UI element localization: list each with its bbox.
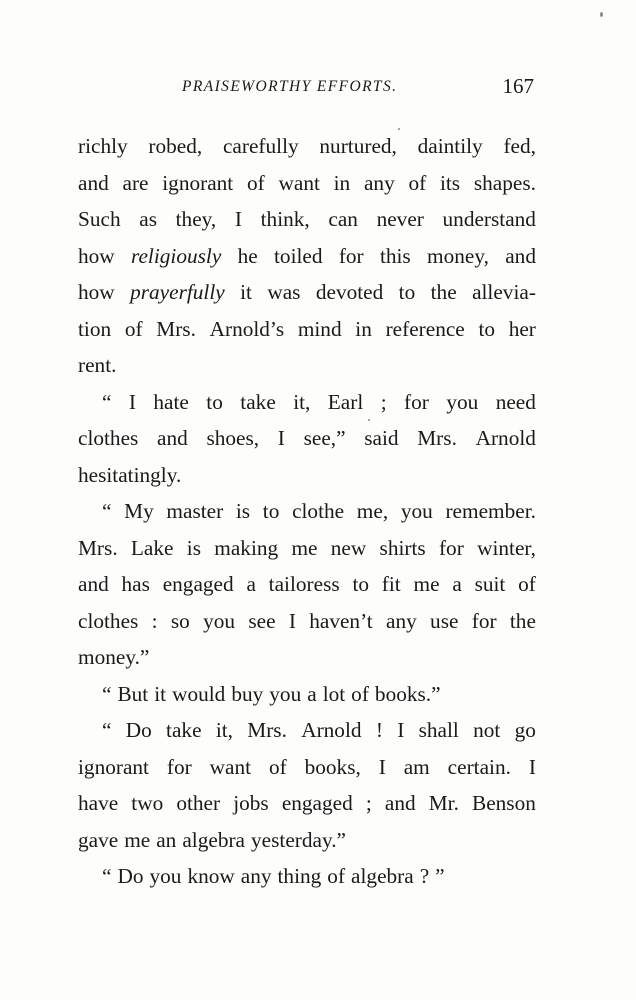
text-line: how prayerfully it was devoted to the allevia-: [78, 280, 536, 304]
text-line: “ But it would buy you a lot of books.”: [102, 681, 441, 706]
text-line: “ I hate to take it, Earl ; for you need: [102, 389, 536, 414]
text-line: rent.: [78, 353, 117, 377]
text-line: and are ignorant of want in any of its shapes.: [78, 170, 536, 195]
print-speck: [368, 419, 370, 421]
text-line: tion of Mrs. Arnold’s mind in reference to her: [78, 316, 536, 341]
text-line: “ Do you know any thing of algebra ? ”: [102, 864, 445, 888]
text-line: Mrs. Lake is making me new shirts for winter,: [78, 535, 536, 560]
text-line: “ Do take it, Mrs. Arnold ! I shall not go: [102, 718, 536, 742]
text-line: clothes : so you see I haven’t any use for the: [78, 608, 536, 633]
text-line: richly robed, carefully nurtured, daintily fed,: [78, 134, 536, 158]
text-line: gave me an algebra yesterday.”: [78, 827, 347, 852]
page-number: 167: [502, 74, 534, 98]
running-head: PRAISEWORTHY EFFORTS.: [182, 78, 398, 95]
text-line: clothes and shoes, I see,” said Mrs. Arnold: [78, 426, 536, 450]
page-header: [78, 74, 536, 104]
text-line: and has engaged a tailoress to fit me a suit of: [78, 572, 536, 596]
text-line: have two other jobs engaged ; and Mr. Benson: [78, 791, 536, 815]
text-line: how religiously he toiled for this money, and: [78, 243, 536, 268]
text-line: ignorant for want of books, I am certain. I: [78, 754, 536, 779]
text-line: money.”: [78, 645, 150, 669]
text-line: Such as they, I think, can never understand: [78, 207, 536, 231]
body-text: [78, 128, 536, 895]
text-line: “ My master is to clothe me, you remember.: [102, 499, 536, 523]
print-speck: [600, 12, 603, 17]
print-speck: [398, 128, 400, 130]
text-line: hesitatingly.: [78, 462, 182, 487]
